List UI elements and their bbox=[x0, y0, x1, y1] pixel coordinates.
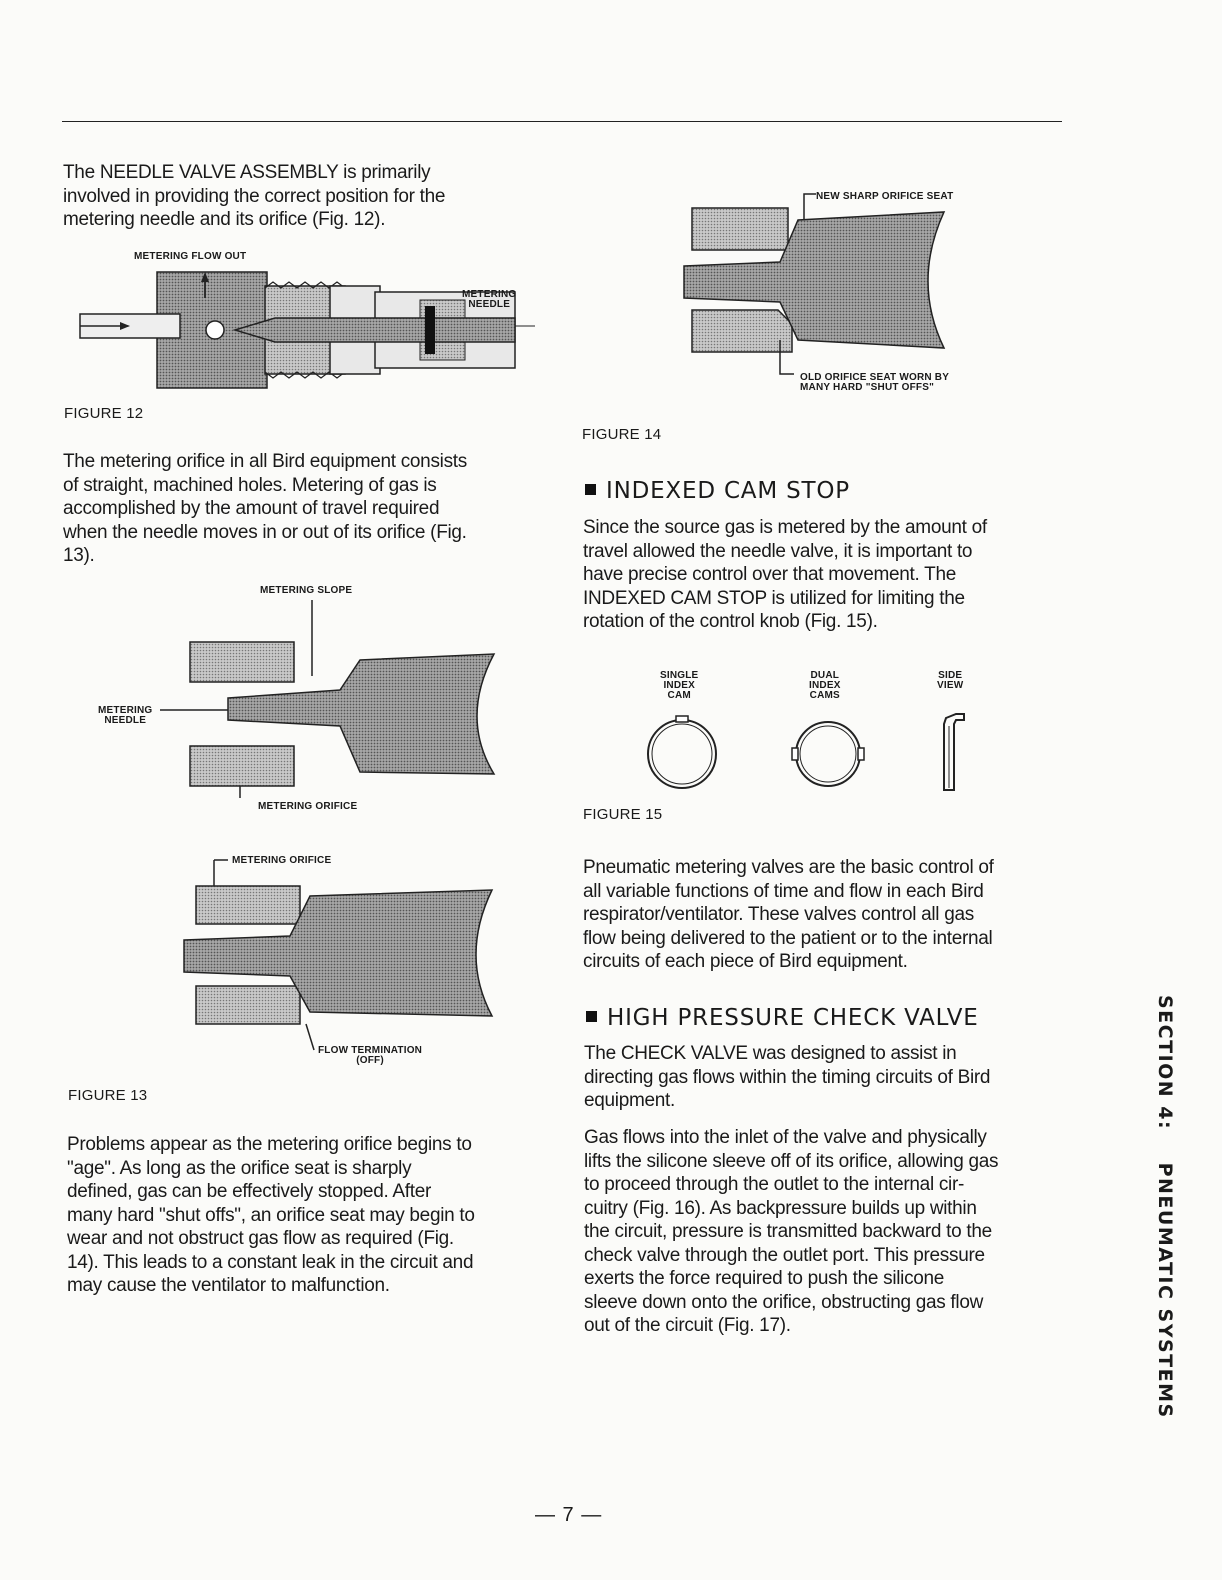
fig12-needle-label: METERING NEEDLE bbox=[462, 289, 517, 310]
figure-13-metering-slope-diagram bbox=[160, 598, 500, 798]
intro-paragraph: The NEEDLE VALVE ASSEMBLY is primarily involved in providing the correct position for the metering needle and its orifice (Fig. 12). bbox=[63, 162, 446, 230]
figure-12-caption: FIGURE 12 bbox=[64, 405, 144, 422]
check-valve-paragraph-2: Gas flows into the inlet of the valve and physically lifts the silicone sleeve off of its orifice, allowing gas to proceed through the outlet to the internal cir- cuitry (Fig. 16). As backpressure builds up within the circuit, pressure is transmitted backward to the check valve through the outlet port. This pressure exerts the force required to push the silicone sleeve down onto the orifice, obstructing gas flow out of the circuit (Fig. 17). bbox=[584, 1127, 999, 1336]
figure-13-caption: FIGURE 13 bbox=[68, 1087, 148, 1104]
fig13-orifice-label-bottom: METERING ORIFICE bbox=[232, 855, 332, 866]
fig12-flow-out-label: METERING FLOW OUT bbox=[134, 251, 247, 262]
figure-15-caption: FIGURE 15 bbox=[583, 806, 663, 823]
single-index-cam bbox=[648, 716, 716, 788]
figure-14-caption: FIGURE 14 bbox=[582, 426, 662, 443]
dual-index-cams bbox=[792, 722, 864, 786]
fig15-dual-label: DUAL INDEX CAMS bbox=[809, 670, 841, 701]
fig13-slope-label: METERING SLOPE bbox=[260, 585, 353, 596]
cam-side-view bbox=[944, 714, 964, 790]
fig13-orifice-label-top: METERING ORIFICE bbox=[258, 801, 358, 812]
bullet-square-icon bbox=[585, 484, 596, 495]
cam-stop-paragraph: Since the source gas is metered by the amount of travel allowed the needle valve, it is important to have precise control over that movement. The INDEXED CAM STOP is utilized for limiting the rotation of the control knob (Fig. 15). bbox=[583, 517, 987, 632]
check-valve-paragraph-1: The CHECK VALVE was designed to assist in directing gas flows within the timing circuits of Bird equipment. bbox=[584, 1043, 991, 1111]
figure-13-flow-termination-diagram bbox=[180, 852, 500, 1062]
pneumatic-paragraph: Pneumatic metering valves are the basic control of all variable functions of time and flow in each Bird respirator/ventilator. These valves control all gas flow being delivered to the patient or to the internal circuits of each piece of Bird equipment. bbox=[583, 857, 994, 972]
page-number: — 7 — bbox=[535, 1504, 603, 1526]
fig14-old-seat-label: OLD ORIFICE SEAT WORN BY MANY HARD "SHUT OFFS" bbox=[800, 372, 950, 393]
figure-12-needle-valve-diagram bbox=[75, 266, 535, 392]
fig14-new-seat-label: NEW SHARP ORIFICE SEAT bbox=[816, 191, 954, 202]
check-valve-heading: HIGH PRESSURE CHECK VALVE bbox=[586, 1005, 979, 1031]
fig15-side-label: SIDE VIEW bbox=[937, 670, 964, 691]
problems-paragraph: Problems appear as the metering orifice begins to "age". As long as the orifice seat is sharply defined, gas can be effectively stopped. After many hard "shut offs", an orifice seat may begin to wear and not obstruct gas flow as required (Fig. 14). This leads to a constant leak in the circuit and may cause the ventilator to malfunction. bbox=[67, 1134, 475, 1296]
section-sidebar-label: SECTION 4: PNEUMATIC SYSTEMS bbox=[1154, 995, 1176, 1419]
figure-14-orifice-seat-diagram bbox=[680, 190, 980, 390]
cam-stop-heading: INDEXED CAM STOP bbox=[585, 478, 850, 504]
fig13-needle-label: METERING NEEDLE bbox=[98, 705, 153, 726]
bullet-square-icon bbox=[586, 1011, 597, 1022]
fig13-termination-label: FLOW TERMINATION (OFF) bbox=[318, 1045, 423, 1066]
metering-paragraph: The metering orifice in all Bird equipment consists of straight, machined holes. Metering of gas is accomplished by the amount of travel required when the needle moves in or out of its orifice (Fig. 13). bbox=[63, 451, 467, 566]
header-rule bbox=[62, 121, 1062, 122]
fig15-single-label: SINGLE INDEX CAM bbox=[660, 670, 699, 701]
figure-15-cam-diagram bbox=[640, 710, 980, 800]
